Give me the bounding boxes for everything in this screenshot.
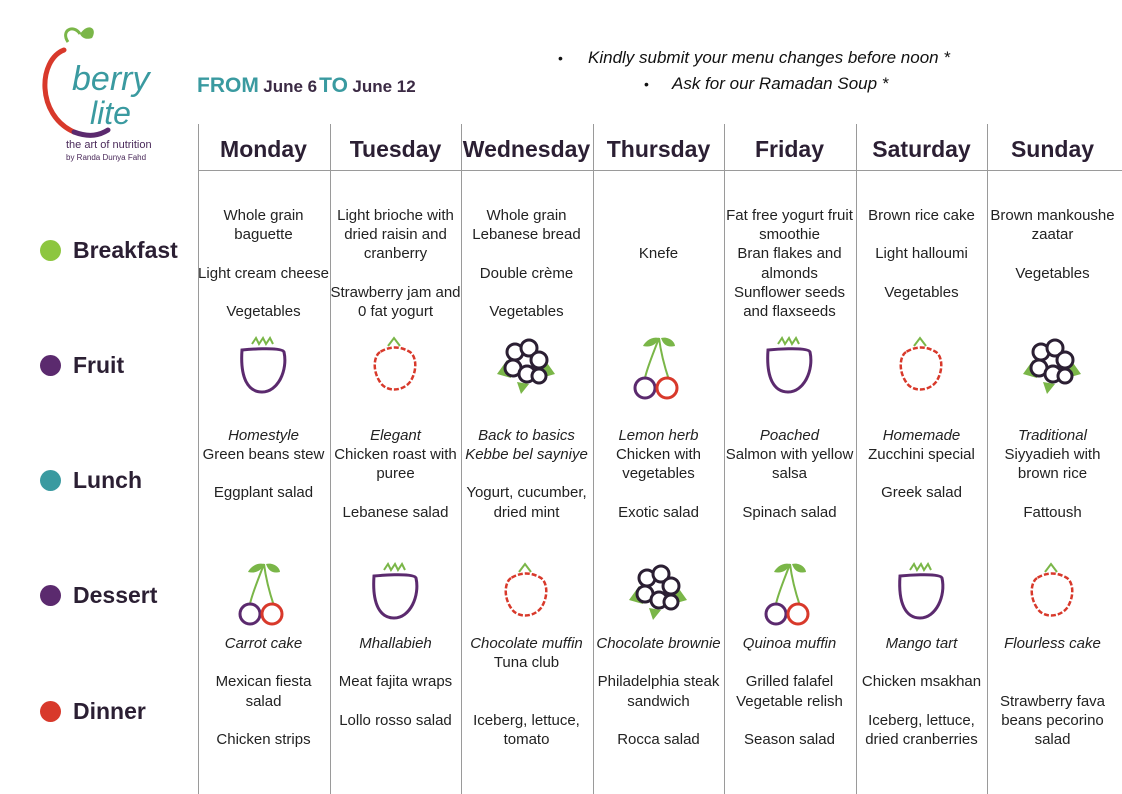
bullet-icon: • [644, 76, 649, 92]
menu-line: Brown rice cake [868, 207, 975, 224]
date-range [197, 74, 416, 98]
strawberry-icon [360, 334, 430, 402]
dinner-cell [461, 634, 592, 749]
spacer [856, 464, 987, 483]
menu-line: Whole grain baguette [223, 207, 304, 244]
menu-line: Strawberry fava beans pecorino salad [999, 692, 1106, 749]
lunch-dish-name: Elegant [370, 427, 421, 444]
lunch-cell [856, 426, 987, 503]
dessert-name: Mhallabieh [359, 635, 432, 652]
dinner-cell [724, 634, 855, 749]
strawberry-icon [491, 560, 561, 628]
day-header-saturday: Saturday [872, 136, 971, 162]
dessert-name: Flourless cake [1004, 635, 1101, 652]
menu-line: Tuna club [493, 654, 560, 672]
from-date: June 6 [263, 77, 318, 96]
menu-line [856, 653, 987, 672]
dot-icon [40, 355, 61, 376]
lunch-dish-name: Traditional [1018, 427, 1087, 444]
lunch-cell [198, 426, 329, 503]
lunch-dish-name: Homemade [882, 427, 961, 444]
menu-line: Chicken msakhan [861, 673, 982, 691]
menu-line: Season salad [744, 731, 835, 749]
menu-line: Light halloumi [875, 245, 968, 263]
breakfast-cell [593, 244, 724, 263]
menu-line [461, 672, 592, 691]
cherries-icon [623, 334, 693, 402]
lunch-side: Yogurt, cucumber, dried mint [466, 484, 587, 521]
lunch-side: Eggplant salad [213, 484, 314, 502]
blueberries-icon [623, 560, 693, 628]
lunch-description: Chicken roast with puree [334, 446, 457, 483]
dinner-cell [987, 634, 1118, 749]
dinner-cell [593, 634, 724, 749]
menu-line: Meat fajita wraps [338, 673, 453, 691]
spacer [987, 484, 1118, 503]
row-label-dinner: Dinner [40, 698, 146, 725]
menu-line: Fat free yogurt fruit smoothie [726, 207, 853, 244]
menu-line [330, 692, 461, 711]
dessert-name: Chocolate muffin [470, 635, 583, 652]
spacer [593, 484, 724, 503]
dot-icon [40, 240, 61, 261]
menu-line: Mexican fiesta salad [215, 673, 312, 710]
menu-line [987, 653, 1118, 672]
note-item: • Kindly submit your menu changes before noon * [558, 48, 950, 67]
menu-line: Vegetables [1015, 264, 1090, 282]
dessert-name: Carrot cake [224, 635, 303, 652]
strawberry-icon [1017, 560, 1087, 628]
lunch-description: Zucchini special [868, 446, 975, 464]
menu-line [198, 244, 329, 263]
menu-line [198, 711, 329, 730]
menu-line: Knefe [638, 245, 679, 262]
menu-line: Strawberry jam and 0 fat yogurt [330, 283, 461, 321]
menu-line [724, 653, 855, 672]
breakfast-cell [987, 206, 1118, 283]
menu-line [593, 653, 724, 672]
lunch-side: Exotic salad [618, 503, 699, 521]
menu-line [461, 692, 592, 711]
cherries-icon [754, 560, 824, 628]
menu-line: Vegetables [884, 283, 959, 301]
menu-line [987, 672, 1118, 691]
menu-line [593, 711, 724, 730]
header-divider [198, 170, 1122, 171]
dinner-cell [856, 634, 987, 749]
day-header-thursday: Thursday [606, 136, 711, 162]
lunch-description: Chicken with vegetables [615, 446, 702, 483]
day-header-friday: Friday [754, 136, 825, 162]
plum-icon [886, 560, 956, 628]
breakfast-cell [330, 206, 461, 321]
dessert-name: Quinoa muffin [742, 635, 837, 652]
lunch-dish-name: Back to basics Kebbe bel sayniye [465, 427, 588, 464]
menu-line: Whole grain Lebanese bread [472, 207, 581, 244]
menu-line [330, 653, 461, 672]
plum-icon [754, 334, 824, 402]
menu-line: Light cream cheese [198, 264, 329, 282]
plum-icon [228, 334, 298, 402]
menu-line: Vegetables [489, 303, 564, 321]
breakfast-cell [461, 206, 592, 321]
row-label-lunch: Lunch [40, 467, 142, 494]
to-label: TO [319, 74, 348, 97]
spacer [461, 464, 592, 483]
lunch-cell [330, 426, 461, 522]
menu-line: Double crème [479, 264, 574, 282]
menu-line [330, 264, 461, 283]
menu-line [198, 653, 329, 672]
lunch-description: Siyyadieh with brown rice [1004, 446, 1101, 483]
menu-line: Vegetables [226, 303, 301, 321]
row-label-fruit: Fruit [40, 352, 124, 379]
menu-line: Light brioche with dried raisin and cranberry [337, 207, 454, 263]
menu-line [461, 283, 592, 302]
lunch-side: Lebanese salad [342, 503, 449, 521]
dot-icon [40, 470, 61, 491]
lunch-cell [461, 426, 592, 522]
dessert-name: Chocolate brownie [596, 635, 721, 652]
breakfast-cell [724, 206, 855, 321]
lunch-side: Spinach salad [742, 503, 837, 521]
menu-line [724, 711, 855, 730]
spacer [724, 484, 855, 503]
lunch-cell [724, 426, 855, 522]
dessert-name: Mango tart [885, 635, 958, 652]
row-label-dessert: Dessert [40, 582, 157, 609]
day-header-sunday: Sunday [1010, 136, 1095, 162]
menu-line: Iceberg, lettuce, dried cranberries [865, 711, 978, 749]
menu-line: Bran flakes and almonds [737, 245, 842, 282]
day-header-tuesday: Tuesday [349, 136, 442, 162]
menu-line: Philadelphia steak sandwich [597, 673, 720, 710]
menu-line [198, 283, 329, 302]
breakfast-cell [856, 206, 987, 302]
logo-tagline: the art of nutrition [66, 139, 152, 151]
dinner-cell [330, 634, 461, 730]
strawberry-icon [886, 334, 956, 402]
lunch-cell [987, 426, 1118, 522]
menu-line: Chicken strips [216, 731, 311, 749]
svg-text:lite: lite [90, 95, 131, 131]
lunch-cell [593, 426, 724, 522]
blueberries-icon [1017, 334, 1087, 402]
logo-byline: by Randa Dunya Fahd [66, 153, 147, 162]
menu-line: Lollo rosso salad [339, 711, 452, 729]
spacer [198, 464, 329, 483]
spacer [330, 484, 461, 503]
cherries-icon [228, 560, 298, 628]
lunch-dish-name: Poached [759, 427, 820, 444]
day-header-wednesday: Wednesday [462, 136, 591, 162]
menu-line: Sunflower seeds and flaxseeds [734, 283, 845, 321]
dot-icon [40, 585, 61, 606]
plum-icon [360, 560, 430, 628]
svg-text:berry: berry [72, 60, 150, 98]
to-date: June 12 [352, 77, 416, 96]
menu-line: Brown mankoushe zaatar [990, 207, 1115, 244]
menu-line [987, 244, 1118, 263]
lunch-description: Salmon with yellow salsa [725, 446, 854, 483]
dinner-cell [198, 634, 329, 749]
menu-line [856, 692, 987, 711]
note-item: • Ask for our Ramadan Soup * [644, 74, 889, 93]
lunch-description: Green beans stew [202, 446, 325, 464]
blueberries-icon [491, 334, 561, 402]
dot-icon [40, 701, 61, 722]
from-label: FROM [197, 74, 259, 97]
lunch-dish-name: Homestyle [228, 427, 299, 444]
row-label-breakfast: Breakfast [40, 237, 178, 264]
menu-line: Rocca salad [617, 731, 700, 749]
bullet-icon: • [558, 50, 563, 66]
breakfast-cell [198, 206, 329, 321]
lunch-dish-name: Lemon herb [618, 427, 699, 444]
menu-line [856, 225, 987, 244]
menu-line: Iceberg, lettuce, tomato [473, 711, 580, 749]
lunch-side: Fattoush [1023, 503, 1082, 521]
menu-line: Grilled falafel [745, 673, 834, 691]
notes [540, 48, 1040, 100]
menu-line [461, 244, 592, 263]
day-header-monday: Monday [220, 136, 307, 162]
menu-line: Vegetable relish [736, 692, 843, 710]
menu-line [856, 264, 987, 283]
lunch-side: Greek salad [881, 484, 962, 502]
